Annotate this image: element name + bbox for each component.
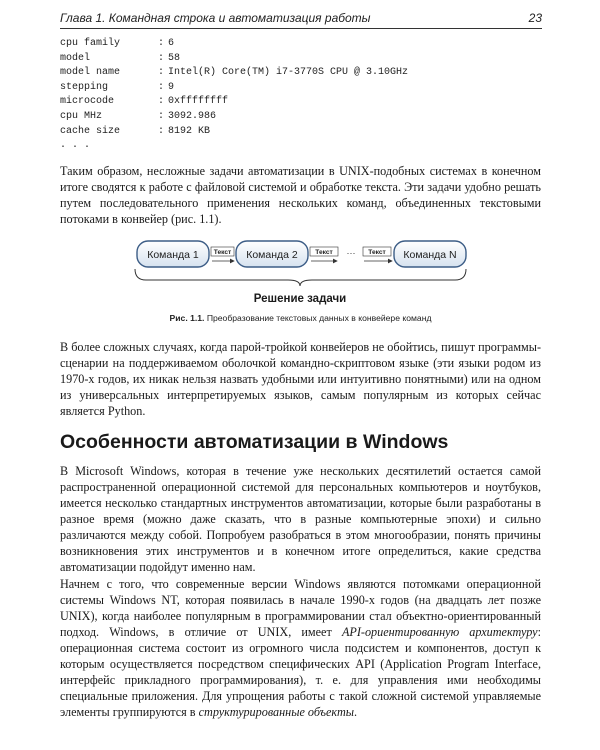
- section-heading: Особенности автоматизации в Windows: [60, 431, 449, 453]
- paragraph-windows-intro: В Microsoft Windows, которая в течение уже нескольких десятилетий остается самой распространенной операционной системой для персональных компьютеров и ноутбуков, имеется несколько стандартных инструментов автоматизации, которые были разработаны в разное время (можно даже сказать, что в разные компьютерные эпохи) и сильно различаются между собой. Попробуем разобраться в этом многообразии, понять причины возникновения этих инструментов и в конечном итоге определиться, какие средства автоматизации подойдут именно нам.: [60, 464, 541, 574]
- figure-caption: [60, 313, 541, 323]
- code-value: 9: [168, 81, 175, 93]
- text-stream-3-label: Текст: [368, 249, 386, 256]
- text-stream-3: [363, 247, 392, 261]
- cpu-info-listing: [60, 37, 408, 154]
- emphasis-structured-objects: структурированные объекты: [198, 705, 355, 719]
- code-colon: :: [158, 125, 165, 137]
- code-key: model: [60, 52, 91, 64]
- command-n-label: Команда N: [403, 249, 457, 261]
- text-stream-2-label: Текст: [315, 249, 333, 256]
- command-1-label: Команда 1: [147, 249, 199, 261]
- text-part-2: : операционная система состоит из огромного числа подсистем и компонентов, доступ к которым осуществляется посредством специфических API (Application Program Interface, интерфейс прикладного программирования), т. е. для управления ими необходимы специальные приложения. Для упрощения работы с такой сложной системой управляемые элементы группируются в: [60, 625, 541, 719]
- code-key: stepping: [60, 81, 109, 93]
- code-value: 6: [168, 38, 175, 49]
- code-key: microcode: [60, 96, 115, 108]
- code-line: [60, 37, 408, 52]
- paragraph-complex-cases: В более сложных случаях, когда парой-тройкой конвейеров не обойтись, пишут программы-сценарии на поддерживаемом оболочкой командно-скриптовом языке (эти языки родом из 1970-х годов, их никак нельзя назвать удобными или интуитивно понятными) или на одном из универсальных интерпретируемых языков, самым популярным из которых сейчас является Python.: [60, 340, 541, 418]
- code-line: [60, 81, 408, 96]
- command-1-box: [137, 241, 209, 267]
- pipeline-diagram: [130, 236, 490, 308]
- paragraph-windows-nt: [60, 576, 541, 720]
- result-bracket: [135, 269, 466, 286]
- running-header: [60, 8, 542, 29]
- code-value: Intel(R) Core(TM) i7-3770S CPU @ 3.10GHz: [168, 67, 409, 79]
- ellipsis-dots: ···: [346, 248, 356, 258]
- emphasis-api-architecture: API-ориентированную архитектуру: [341, 625, 538, 639]
- code-colon: :: [158, 52, 165, 64]
- page-number: 23: [528, 11, 542, 25]
- text-stream-2: [310, 247, 338, 261]
- result-label: Решение задачи: [253, 293, 347, 305]
- caption-text: Преобразование текстовых данных в конвейере команд: [204, 313, 432, 323]
- code-key: model name: [60, 67, 121, 79]
- command-2-box: [236, 241, 308, 267]
- text-part-3: .: [354, 705, 358, 719]
- command-n-box: [394, 241, 466, 267]
- paragraph-pipeline-intro: Таким образом, несложные задачи автоматизации в UNIX-подобных системах в конечном итоге сводятся к работе с файловой системой и обработке текста. Эти задачи удобно решать путем последовательного применения нескольких команд, объединенных текстовыми потоками в конвейер (рис. 1.1).: [60, 164, 541, 226]
- text-stream-1: [211, 247, 234, 261]
- text-part-1: Начнем с того, что современные версии Windows являются потомками операционной системы Windows NT, которая появилась в начале 1990-х годов (на двадцать лет позже UNIX), когда наиболее популярным в программировании стал объектно-ориентированный подход. Windows, в отличие от UNIX, имеет: [60, 577, 541, 639]
- code-colon: :: [158, 110, 165, 122]
- code-line: [60, 110, 408, 125]
- code-line: [60, 66, 408, 81]
- code-ellipsis: . . .: [60, 140, 91, 152]
- text-stream-1-label: Текст: [213, 249, 232, 256]
- caption-label: Рис. 1.1.: [169, 313, 205, 323]
- chapter-title: Глава 1. Командная строка и автоматизация работы: [60, 11, 371, 25]
- code-colon: :: [158, 96, 165, 108]
- code-value: 58: [168, 52, 181, 64]
- code-value: 0xffffffff: [168, 96, 229, 108]
- code-colon: :: [158, 67, 165, 79]
- code-line: [60, 125, 408, 140]
- code-line: [60, 52, 408, 67]
- code-key: cpu family: [60, 38, 121, 49]
- code-line: [60, 95, 408, 110]
- code-key: cpu MHz: [60, 110, 103, 122]
- code-value: 8192 KB: [168, 125, 211, 137]
- command-2-label: Команда 2: [246, 249, 298, 261]
- code-colon: :: [158, 81, 165, 93]
- code-key: cache size: [60, 125, 121, 137]
- code-value: 3092.986: [168, 110, 217, 122]
- code-colon: :: [158, 38, 165, 49]
